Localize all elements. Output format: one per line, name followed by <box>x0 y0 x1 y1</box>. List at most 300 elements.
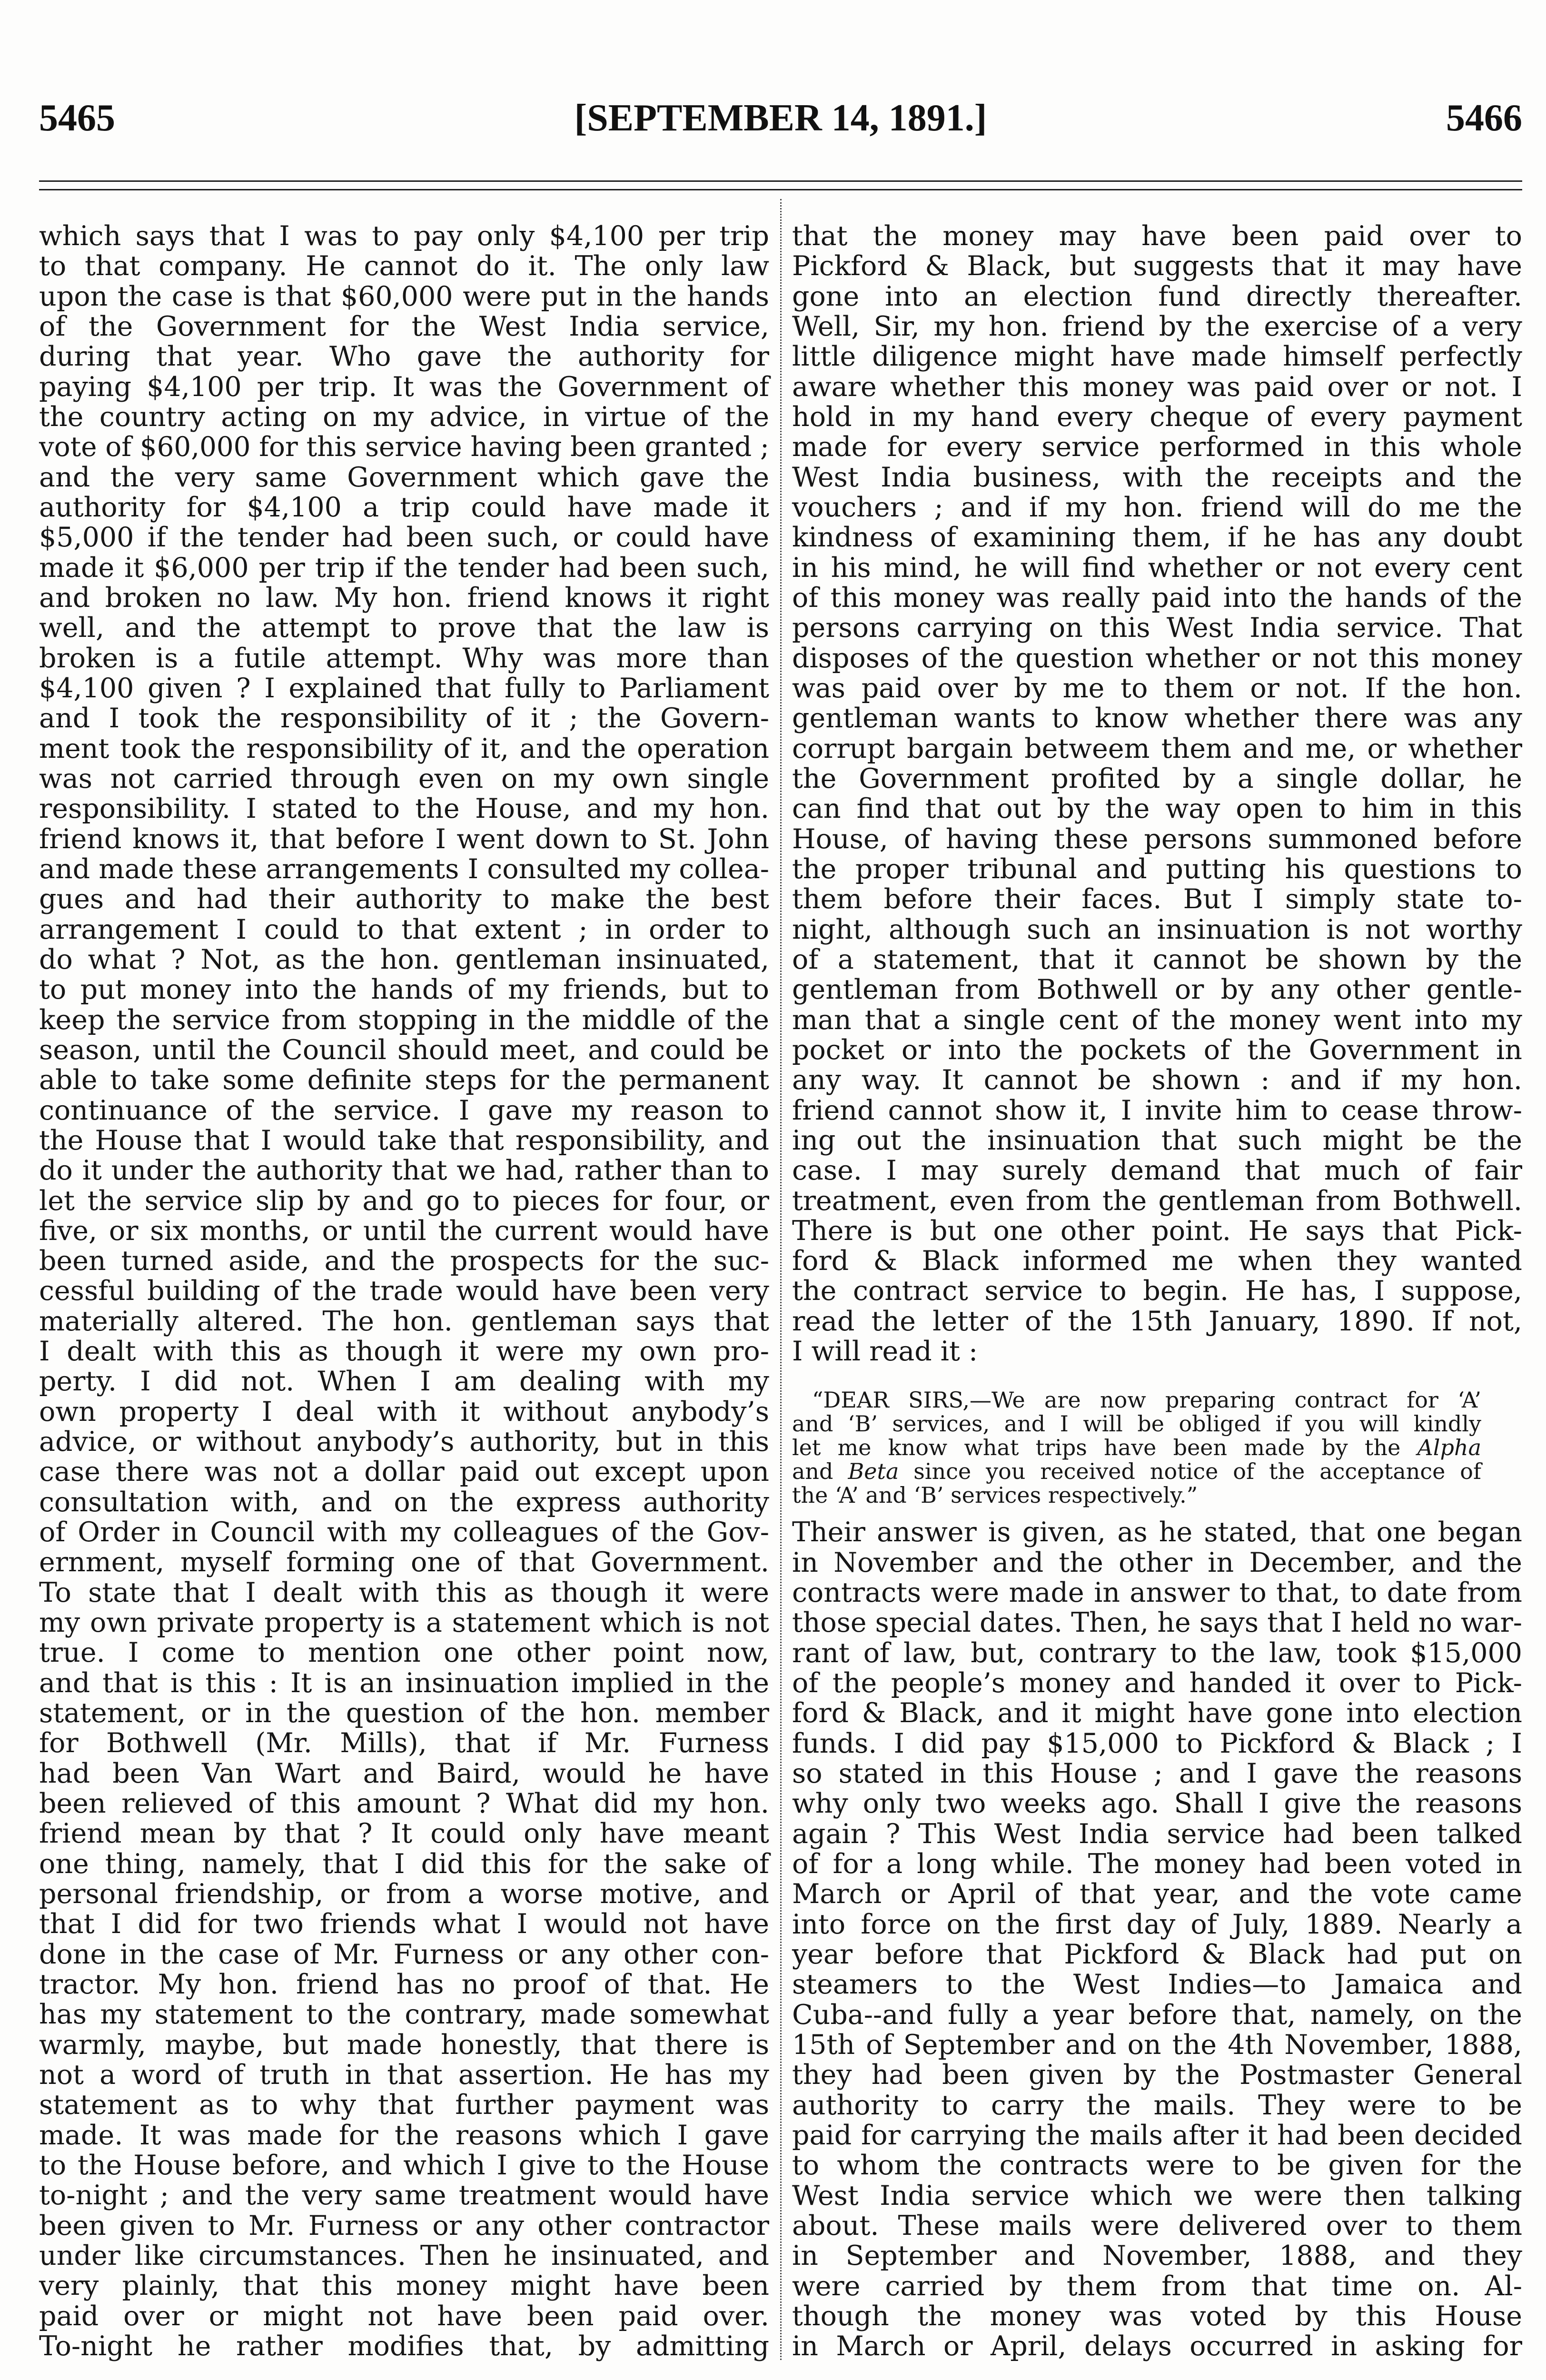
line-text: do it under the authority that we had, rather than to <box>39 1155 769 1187</box>
text-line <box>792 2000 1522 2030</box>
line-text <box>792 1459 1481 1483</box>
line-text: do what ? Not, as the hon. gentleman insinuated, <box>39 943 769 975</box>
line-text: those special dates. Then, he says that I held no war- <box>792 1607 1522 1639</box>
text-line <box>39 1307 769 1337</box>
text-line <box>792 2271 1522 2301</box>
line-text: was paid over by me to them or not. If the hon. <box>792 672 1522 704</box>
text-line <box>39 372 769 402</box>
text-line <box>792 2181 1522 2211</box>
left-column-text <box>39 221 769 2361</box>
text-line <box>39 2060 769 2090</box>
quote-text: let me know what trips have been made by the <box>792 1435 1417 1461</box>
text-line <box>792 1548 1522 1578</box>
text-line <box>792 644 1522 674</box>
line-text: and made these arrangements I consulted my collea- <box>39 853 769 885</box>
line-text: well, and the attempt to prove that the law is <box>39 612 769 644</box>
line-text: of for a long while. The money had been voted in <box>792 1848 1522 1880</box>
header-rule <box>39 180 1522 182</box>
text-line <box>792 854 1522 884</box>
line-text: vouchers ; and if my hon. friend will do me the <box>792 491 1522 523</box>
line-text: paid for carrying the mails after it had been decided <box>792 2120 1522 2152</box>
line-text: they had been given by the Postmaster General <box>792 2059 1522 2091</box>
line-text: To-night he rather modifies that, by admitting <box>39 2330 769 2362</box>
line-text: for Bothwell (Mr. Mills), that if Mr. Furness <box>39 1727 769 1759</box>
line-text: vote of $60,000 for this service having been granted ; <box>39 431 769 463</box>
line-text: Their answer is given, as he stated, that one began <box>792 1517 1522 1548</box>
text-line <box>792 674 1522 704</box>
line-text: able to take some definite steps for the permanent <box>39 1064 769 1096</box>
line-text: arrangement I could to that extent ; in order to <box>39 913 769 945</box>
text-line <box>39 251 769 281</box>
line-text: made. It was made for the reasons which I gave <box>39 2119 769 2151</box>
text-line <box>39 2121 769 2151</box>
text-line <box>792 553 1522 583</box>
line-text: that the money may have been paid over to <box>792 220 1522 252</box>
text-line <box>39 1246 769 1276</box>
line-text: upon the case is that $60,000 were put in the hands <box>39 280 769 312</box>
line-text: been given to Mr. Furness or any other contractor <box>39 2210 769 2241</box>
text-line <box>792 1483 1481 1507</box>
text-line <box>39 1578 769 1608</box>
text-line <box>39 1608 769 1638</box>
text-line <box>39 1668 769 1698</box>
line-text: has my statement to the contrary, made somewhat <box>39 1999 769 2031</box>
text-line <box>792 915 1522 945</box>
text-line <box>792 1005 1522 1035</box>
line-text: in March or April, delays occurred in asking for <box>792 2330 1522 2362</box>
text-line <box>39 1909 769 1939</box>
text-line <box>792 1910 1522 1940</box>
line-text: to the House before, and which I give to the House <box>39 2150 769 2181</box>
line-text: rant of law, but, contrary to the law, took $15,000 <box>792 1637 1522 1669</box>
line-text: had been Van Wart and Baird, would he have <box>39 1757 769 1789</box>
text-line <box>39 1005 769 1035</box>
line-text: to that company. He cannot do it. The only law <box>39 250 769 282</box>
text-line <box>39 1367 769 1397</box>
line-text: corrupt bargain betweem them and me, or whether <box>792 733 1522 764</box>
text-line <box>792 2241 1522 2271</box>
line-text: read the letter of the 15th January, 1890. If not, <box>792 1305 1522 1337</box>
text-line <box>792 975 1522 1005</box>
line-text: was not carried through even on my own single <box>39 763 769 794</box>
line-text <box>792 1412 1481 1436</box>
line-text: ment took the responsibility of it, and the operation <box>39 733 769 764</box>
text-line <box>39 553 769 583</box>
line-text: authority for $4,100 a trip could have made it <box>39 491 769 523</box>
line-text: personal friendship, or from a worse motive, and <box>39 1878 769 1910</box>
text-line <box>39 1879 769 1909</box>
text-line <box>39 1488 769 1517</box>
line-text: $5,000 if the tender had been such, or could have <box>39 522 769 554</box>
line-text: again ? This West India service had been talked <box>792 1818 1522 1850</box>
text-line <box>39 1547 769 1577</box>
line-text: ing out the insinuation that such might be the <box>792 1124 1522 1156</box>
line-text: the House that I would take that responsibility, and <box>39 1124 769 1156</box>
line-text: $4,100 given ? I explained that fully to Parliament <box>39 672 769 704</box>
ship-name-italic: Beta <box>848 1458 899 1485</box>
line-text: pocket or into the pockets of the Government in <box>792 1034 1522 1066</box>
text-line <box>792 282 1522 312</box>
line-text: very plainly, that this money might have been <box>39 2270 769 2302</box>
text-line <box>792 1849 1522 1879</box>
line-text: statement, or in the question of the hon. member <box>39 1697 769 1729</box>
line-text <box>812 1388 1481 1412</box>
text-line <box>792 1216 1522 1246</box>
text-line <box>792 1789 1522 1819</box>
line-text: my own private property is a statement which is not <box>39 1607 769 1639</box>
page-number-left: 5465 <box>39 97 115 139</box>
line-text: treatment, even from the gentleman from Bothwell. <box>792 1185 1522 1217</box>
line-text: continuance of the service. I gave my reason to <box>39 1094 769 1126</box>
line-text: Pickford & Black, but suggests that it may have <box>792 250 1522 282</box>
text-line <box>792 1459 1481 1483</box>
right-column <box>792 221 1522 2362</box>
line-text: paying $4,100 per trip. It was the Government of <box>39 371 769 403</box>
text-line <box>39 221 769 251</box>
line-text: advice, or without anybody’s authority, but in this <box>39 1426 769 1458</box>
line-text: in his mind, he will find whether or not every cent <box>792 552 1522 584</box>
text-line <box>39 1638 769 1668</box>
line-text: let the service slip by and go to pieces for four, or <box>39 1185 769 1217</box>
line-text: made for every service performed in this whole <box>792 431 1522 463</box>
text-line <box>792 402 1522 432</box>
text-line <box>39 1457 769 1487</box>
text-line <box>792 523 1522 553</box>
line-text <box>792 1483 1198 1507</box>
line-text: gues and had their authority to make the best <box>39 883 769 915</box>
text-line <box>792 945 1522 975</box>
text-line <box>39 915 769 945</box>
quote-text: and ‘B’ services, and I will be obliged if you will kindly <box>792 1411 1481 1437</box>
line-text: warmly, maybe, but made honestly, that there is <box>39 2029 769 2061</box>
page-number-right: 5466 <box>1446 97 1522 139</box>
line-text: consultation with, and on the express authority <box>39 1486 769 1518</box>
right-column-text-before-quote <box>792 221 1522 1367</box>
line-text: man that a single cent of the money went into my <box>792 1004 1522 1036</box>
line-text: March or April of that year, and the vote came <box>792 1878 1522 1910</box>
line-text: so stated in this House ; and I gave the reasons <box>792 1758 1522 1790</box>
text-line <box>39 342 769 372</box>
text-line <box>792 342 1522 372</box>
text-line <box>39 975 769 1005</box>
line-text: about. These mails were delivered over to them <box>792 2210 1522 2242</box>
line-text: disposes of the question whether or not this money <box>792 642 1522 674</box>
line-text: friend knows it, that before I went down to St. John <box>39 823 769 855</box>
text-line <box>39 282 769 312</box>
text-line <box>39 613 769 643</box>
text-line <box>792 1729 1522 1759</box>
text-line <box>39 2000 769 2030</box>
line-text: case. I may surely demand that much of fair <box>792 1155 1522 1187</box>
line-text: during that year. Who gave the authority for <box>39 341 769 373</box>
text-line <box>39 854 769 884</box>
text-line <box>39 1156 769 1186</box>
line-text: persons carrying on this West India service. That <box>792 612 1522 644</box>
text-line <box>792 1337 1522 1367</box>
quote-text: since you received notice of the acceptance of <box>899 1458 1482 1485</box>
text-line <box>792 704 1522 734</box>
left-column <box>39 221 769 2361</box>
text-line <box>792 2331 1522 2361</box>
line-text: own property I deal with it without anybody’s <box>39 1396 769 1428</box>
line-text: in September and November, 1888, and they <box>792 2240 1522 2272</box>
quote-text: “DEAR SIRS,—We are now preparing contract for ‘A’ <box>812 1387 1481 1413</box>
line-text: the country acting on my advice, in virtue of the <box>39 401 769 433</box>
line-text: friend cannot show it, I invite him to cease throw- <box>792 1094 1522 1126</box>
text-line <box>39 1276 769 1306</box>
text-line <box>792 1517 1522 1547</box>
text-line <box>39 1035 769 1065</box>
line-text: and broken no law. My hon. friend knows it right <box>39 582 769 614</box>
line-text: can find that out by the way open to him in this <box>792 793 1522 825</box>
text-line <box>39 1970 769 2000</box>
line-text: been relieved of this amount ? What did my hon. <box>39 1788 769 1820</box>
text-line <box>39 2211 769 2241</box>
text-line <box>39 1940 769 1970</box>
line-text: of this money was really paid into the hands of the <box>792 582 1522 614</box>
line-text: keep the service from stopping in the middle of the <box>39 1004 769 1036</box>
text-line <box>39 1819 769 1849</box>
line-text: in November and the other in December, and the <box>792 1547 1522 1578</box>
text-line <box>792 2091 1522 2121</box>
text-line <box>792 1578 1522 1608</box>
text-line <box>39 824 769 854</box>
text-line <box>39 312 769 342</box>
text-line <box>39 945 769 975</box>
line-text: year before that Pickford & Black had put on <box>792 1939 1522 1971</box>
text-line <box>792 2211 1522 2241</box>
text-line <box>39 644 769 674</box>
text-line <box>39 2030 769 2060</box>
text-line <box>792 1035 1522 1065</box>
line-text: of the Government for the West India service, <box>39 310 769 342</box>
text-line <box>792 1307 1522 1337</box>
line-text: cessful building of the trade would have been very <box>39 1275 769 1307</box>
line-text: five, or six months, or until the current would have <box>39 1215 769 1247</box>
right-column-text-after-quote <box>792 1517 1522 2361</box>
text-line <box>792 1608 1522 1638</box>
line-text: I dealt with this as though it were my own pro- <box>39 1336 769 1368</box>
line-text: aware whether this money was paid over or not. I <box>792 371 1522 403</box>
text-line <box>39 2151 769 2181</box>
line-text: paid over or might not have been paid over. <box>39 2300 769 2332</box>
line-text: one thing, namely, that I did this for the sake of <box>39 1848 769 1880</box>
text-line <box>39 2181 769 2211</box>
header-rule <box>39 189 1522 190</box>
text-line <box>39 493 769 523</box>
text-line <box>792 824 1522 854</box>
text-line <box>792 221 1522 251</box>
line-text: gentleman from Bothwell or by any other gentle- <box>792 974 1522 1006</box>
line-text: hold in my hand every cheque of every payment <box>792 401 1522 433</box>
text-line <box>792 251 1522 281</box>
line-text: responsibility. I stated to the House, and my hon. <box>39 793 769 825</box>
text-line <box>39 674 769 704</box>
line-text: contracts were made in answer to that, to date from <box>792 1577 1522 1609</box>
line-text: Well, Sir, my hon. friend by the exercise of a very <box>792 310 1522 342</box>
text-line <box>792 1096 1522 1126</box>
text-line <box>39 734 769 764</box>
text-line <box>39 432 769 462</box>
line-text: of Order in Council with my colleagues of the Gov- <box>39 1517 769 1548</box>
header-date: [SEPTEMBER 14, 1891.] <box>574 97 987 139</box>
text-line <box>39 1096 769 1126</box>
line-text: why only two weeks ago. Shall I give the reasons <box>792 1788 1522 1820</box>
line-text <box>792 1436 1481 1459</box>
text-line <box>39 463 769 493</box>
line-text: authority to carry the mails. They were to be <box>792 2089 1522 2121</box>
text-line <box>792 2030 1522 2060</box>
text-line <box>39 1427 769 1457</box>
line-text: them before their faces. But I simply state to- <box>792 883 1522 915</box>
text-line <box>792 2121 1522 2151</box>
text-line <box>792 794 1522 824</box>
line-text: and that is this : It is an insinuation implied in the <box>39 1667 769 1699</box>
text-line <box>792 1388 1481 1412</box>
text-line <box>792 463 1522 493</box>
text-line <box>39 1337 769 1367</box>
line-text: season, until the Council should meet, and could be <box>39 1034 769 1066</box>
line-text: and the very same Government which gave the <box>39 461 769 493</box>
line-text: been turned aside, and the prospects for the suc- <box>39 1245 769 1277</box>
text-line <box>39 1397 769 1427</box>
line-text: not a word of truth in that assertion. He has my <box>39 2059 769 2091</box>
text-line <box>792 613 1522 643</box>
text-line <box>792 1126 1522 1156</box>
line-text: any way. It cannot be shown : and if my hon. <box>792 1064 1522 1096</box>
text-line <box>792 583 1522 613</box>
line-text: West India business, with the receipts and the <box>792 461 1522 493</box>
line-text: made it $6,000 per trip if the tender had been such, <box>39 552 769 584</box>
text-line <box>39 402 769 432</box>
text-line <box>39 1849 769 1879</box>
text-line <box>39 2241 769 2271</box>
text-line <box>792 2060 1522 2090</box>
line-text: ford & Black, and it might have gone into election <box>792 1697 1522 1729</box>
line-text: funds. I did pay $15,000 to Pickford & Black ; I <box>792 1727 1522 1759</box>
text-line <box>792 1156 1522 1186</box>
line-text: ford & Black informed me when they wanted <box>792 1245 1522 1277</box>
text-line <box>792 1246 1522 1276</box>
line-text: broken is a futile attempt. Why was more than <box>39 642 769 674</box>
line-text: though the money was voted by this House <box>792 2301 1522 2332</box>
text-line <box>792 1970 1522 2000</box>
line-text: friend mean by that ? It could only have meant <box>39 1818 769 1850</box>
line-text: the proper tribunal and putting his questions to <box>792 853 1522 885</box>
line-text: which says that I was to pay only $4,100 per trip <box>39 220 769 252</box>
line-text: West India service which we were then talking <box>792 2180 1522 2211</box>
text-line <box>792 1759 1522 1789</box>
text-line <box>792 1412 1481 1436</box>
line-text: House, of having these persons summoned before <box>792 823 1522 855</box>
line-text: into force on the first day of July, 1889. Nearly a <box>792 1908 1522 1940</box>
line-text: 15th of September and on the 4th November, 1888, <box>792 2029 1522 2061</box>
line-text: that I did for two friends what I would not have <box>39 1908 769 1940</box>
text-line <box>39 884 769 914</box>
text-line <box>39 1517 769 1547</box>
line-text: to-night ; and the very same treatment would have <box>39 2180 769 2211</box>
text-line <box>792 1276 1522 1306</box>
ship-name-italic: Alpha <box>1417 1435 1481 1461</box>
text-line <box>39 1126 769 1156</box>
text-line <box>792 312 1522 342</box>
text-line <box>39 2301 769 2331</box>
text-line <box>792 1940 1522 1970</box>
text-line <box>792 1186 1522 1216</box>
text-line <box>792 884 1522 914</box>
line-text: gone into an election fund directly thereafter. <box>792 280 1522 312</box>
text-line <box>792 2151 1522 2181</box>
text-line <box>39 583 769 613</box>
text-line <box>39 2090 769 2120</box>
text-line <box>39 523 769 553</box>
text-line <box>39 704 769 734</box>
text-line <box>792 1879 1522 1909</box>
line-text: tractor. My hon. friend has no proof of that. He <box>39 1969 769 2001</box>
line-text: night, although such an insinuation is not worthy <box>792 913 1522 945</box>
line-text: done in the case of Mr. Furness or any other con- <box>39 1938 769 1970</box>
line-text: to put money into the hands of my friends, but to <box>39 974 769 1006</box>
line-text: of the people’s money and handed it over to Pick- <box>792 1667 1522 1699</box>
quote-text: the ‘A’ and ‘B’ services respectively.” <box>792 1482 1198 1508</box>
text-line <box>792 1819 1522 1849</box>
line-text: Cuba--and fully a year before that, namely, on the <box>792 1999 1522 2031</box>
line-text: statement as to why that further payment was <box>39 2089 769 2121</box>
text-line <box>39 764 769 794</box>
text-line <box>39 1698 769 1728</box>
line-text: kindness of examining them, if he has any doubt <box>792 522 1522 554</box>
text-line <box>792 372 1522 402</box>
line-text: were carried by them from that time on. Al- <box>792 2270 1522 2302</box>
text-line <box>39 1789 769 1819</box>
text-line <box>39 1728 769 1758</box>
line-text: to whom the contracts were to be given for the <box>792 2150 1522 2182</box>
text-line <box>792 734 1522 764</box>
text-line <box>792 764 1522 794</box>
line-text: little diligence might have made himself perfectly <box>792 341 1522 373</box>
text-line <box>792 1638 1522 1668</box>
text-line <box>792 432 1522 462</box>
text-line <box>39 1216 769 1246</box>
line-text: the contract service to begin. He has, I suppose, <box>792 1275 1522 1307</box>
text-line <box>792 2301 1522 2331</box>
text-line <box>39 1186 769 1216</box>
text-line <box>792 1668 1522 1698</box>
text-line <box>792 1698 1522 1728</box>
line-text: gentleman wants to know whether there was any <box>792 703 1522 734</box>
line-text: case there was not a dollar paid out except upon <box>39 1456 769 1488</box>
line-text: There is but one other point. He says that Pick- <box>792 1215 1522 1247</box>
line-text: perty. I did not. When I am dealing with my <box>39 1366 769 1398</box>
text-line <box>39 794 769 824</box>
text-line <box>792 493 1522 523</box>
text-line <box>39 1759 769 1789</box>
line-text: the Government profited by a single dollar, he <box>792 763 1522 794</box>
line-text: ernment, myself forming one of that Government. <box>39 1547 769 1578</box>
column-divider <box>780 199 782 2360</box>
line-text: steamers to the West Indies—to Jamaica and <box>792 1969 1522 2001</box>
line-text: true. I come to mention one other point now, <box>39 1637 769 1669</box>
quote-text: and <box>792 1458 848 1485</box>
line-text: I will read it : <box>792 1336 978 1368</box>
line-text: and I took the responsibility of it ; the Govern- <box>39 703 769 734</box>
text-line <box>39 2331 769 2361</box>
text-line <box>792 1436 1481 1459</box>
text-line <box>39 2271 769 2301</box>
text-line <box>792 1065 1522 1095</box>
text-line <box>39 1065 769 1095</box>
letter-quote <box>792 1388 1481 1507</box>
